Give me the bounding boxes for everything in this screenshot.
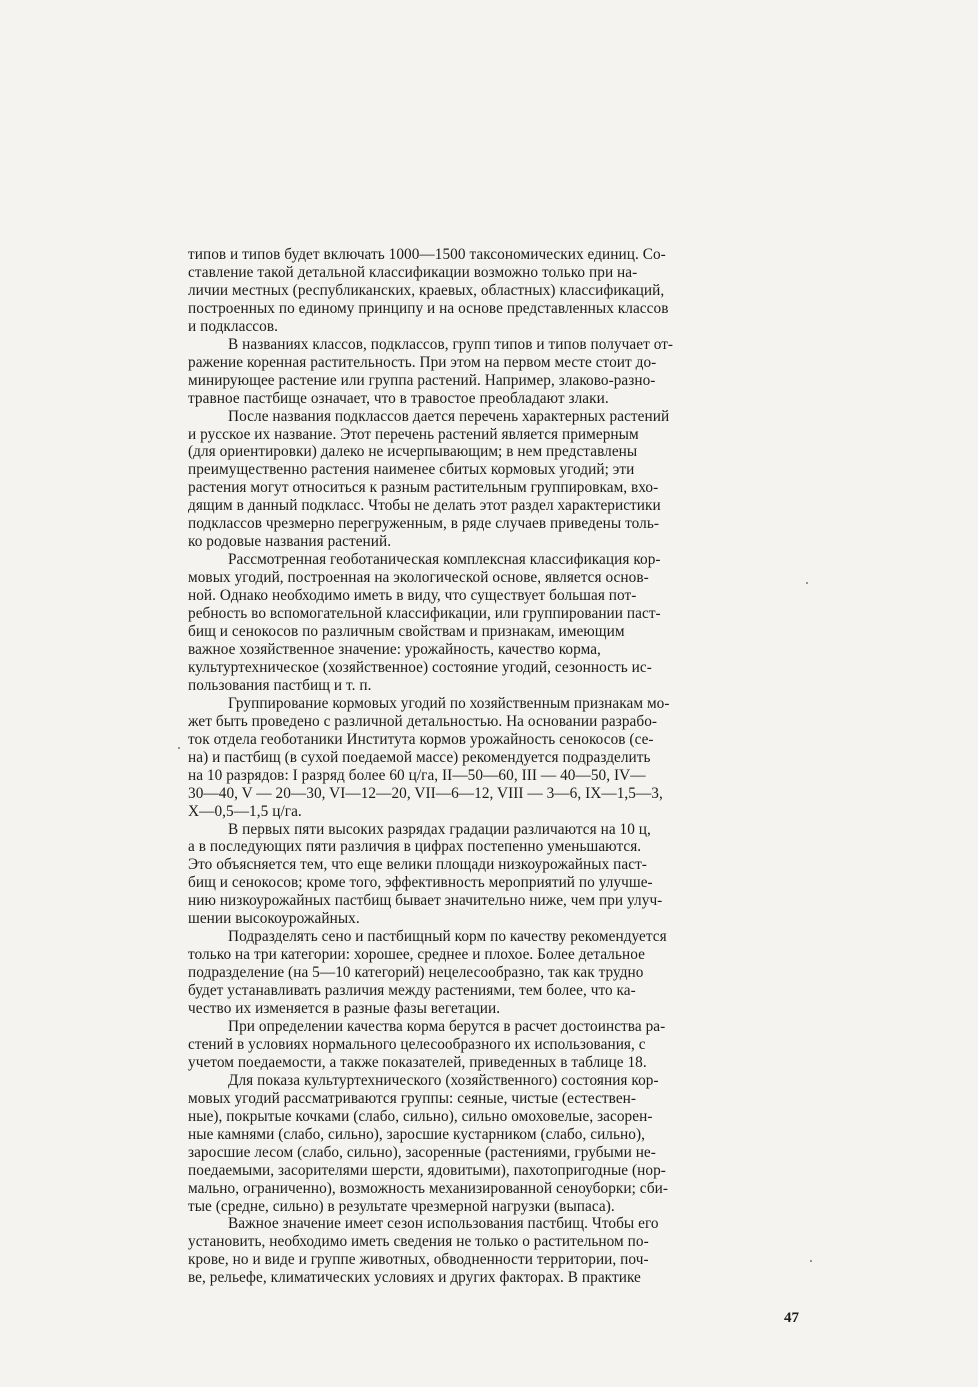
paragraph-4 (188, 551, 799, 695)
line: Рассмотренная геоботаническая комплексная классификация кор- (228, 551, 661, 569)
paragraph-1 (188, 246, 799, 336)
line: травное пастбище означает, что в травостое преобладают злаки. (188, 389, 609, 407)
line: только на три категории: хорошее, среднее и плохое. Более детальное (188, 946, 645, 964)
line: подразделение (на 5—10 категорий) нецелесообразно, так как трудно (188, 964, 644, 982)
line: и подклассов. (188, 317, 278, 335)
line: растения могут относиться к разным растительным группировкам, вхо- (188, 479, 659, 497)
line: ве, рельефе, климатических условиях и других факторах. В практике (188, 1269, 641, 1287)
paragraph-7 (188, 928, 799, 1018)
line: преимущественно растения наименее сбитых кормовых угодий; эти (188, 461, 635, 479)
line: 30—40, V — 20—30, VI—12—20, VII—6—12, VIII — 3—6, IX—1,5—3, (188, 784, 663, 802)
line: мовых угодий, построенная на экологической основе, является основ- (188, 569, 649, 587)
line: дящим в данный подкласс. Чтобы не делать этот раздел характеристики (188, 497, 661, 515)
line: жет быть проведено с различной детальностью. На основании разрабо- (188, 712, 658, 730)
line: установить, необходимо иметь сведения не только о растительном по- (188, 1233, 649, 1251)
line: нию низкоурожайных пастбищ бывает значительно ниже, чем при улуч- (188, 892, 663, 910)
line: крове, но и виде и группе животных, обводненности территории, поч- (188, 1251, 649, 1269)
line: бищ и сенокосов; кроме того, эффективность мероприятий по улучше- (188, 874, 653, 892)
paragraph-3 (188, 408, 799, 552)
line: В первых пяти высоких разрядах градации различаются на 10 ц, (228, 820, 651, 838)
line: ные камнями (слабо, сильно), заросшие кустарником (слабо, сильно), (188, 1125, 645, 1143)
line: стений в условиях нормального целесообразного их использования, с (188, 1035, 646, 1053)
line: минирующее растение или группа растений. Например, злаково-разно- (188, 371, 656, 389)
line: мально, ограниченно), возможность механизированной сеноуборки; сби- (188, 1179, 669, 1197)
scan-speck (810, 1260, 812, 1262)
line: После названия подклассов дается перечень характерных растений (228, 407, 670, 425)
line: шении высокоурожайных. (188, 910, 360, 928)
line: подклассов чрезмерно перегруженным, в ряде случаев приведены толь- (188, 515, 659, 533)
line: ток отдела геоботаники Института кормов урожайность сенокосов (се- (188, 730, 654, 748)
line: ражение коренная растительность. При этом на первом месте стоит до- (188, 353, 657, 371)
line: Для показа культуртехнического (хозяйственного) состояния кор- (228, 1071, 659, 1089)
line: (для ориентировки) далеко не исчерпывающим; в нем представлены (188, 443, 638, 461)
paragraph-8 (188, 1018, 799, 1072)
line: на 10 разрядов: I разряд более 60 ц/га, II—50—60, III — 40—50, IV— (188, 766, 646, 784)
line: Подразделять сено и пастбищный корм по качеству рекомендуется (228, 928, 667, 946)
line: и русское их название. Этот перечень растений является примерным (188, 425, 639, 443)
body-text (188, 246, 799, 1287)
line: Важное значение имеет сезон использования пастбищ. Чтобы его (228, 1215, 659, 1233)
page-number: 47 (784, 1310, 799, 1326)
scan-speck (178, 747, 180, 749)
line: ные), покрытые кочками (слабо, сильно), сильно омоховелые, засорен- (188, 1107, 653, 1125)
line: ставление такой детальной классификации возможно только при на- (188, 263, 638, 281)
line: тые (средне, сильно) в результате чрезмерной нагрузки (выпаса). (188, 1197, 615, 1215)
line: а в последующих пяти различия в цифрах постепенно уменьшаются. (188, 838, 642, 856)
line: важное хозяйственное значение: урожайность, качество корма, (188, 640, 601, 658)
paragraph-5 (188, 695, 799, 821)
line: поедаемыми, засорителями шерсти, ядовитыми), пахотопригодные (нор- (188, 1161, 666, 1179)
line: Это объясняется тем, что еще велики площади низкоурожайных паст- (188, 856, 647, 874)
line: будет устанавливать различия между растениями, тем более, что ка- (188, 982, 636, 1000)
paragraph-2 (188, 336, 799, 408)
line: бищ и сенокосов по различным свойствам и признакам, имеющим (188, 623, 625, 641)
line: построенных по единому принципу и на основе представленных классов (188, 299, 669, 317)
line: культуртехническое (хозяйственное) состояние угодий, сезонность ис- (188, 658, 652, 676)
paragraph-6 (188, 821, 799, 929)
paragraph-10 (188, 1215, 799, 1287)
line: При определении качества корма берутся в расчет достоинства ра- (228, 1017, 666, 1035)
line: Группирование кормовых угодий по хозяйственным признакам мо- (228, 694, 670, 712)
line: ко родовые названия растений. (188, 533, 392, 551)
line: ной. Однако необходимо иметь в виду, что существует большая пот- (188, 587, 637, 605)
line: X—0,5—1,5 ц/га. (188, 802, 302, 820)
line: учетом поедаемости, а также показателей, приведенных в таблице 18. (188, 1053, 647, 1071)
line: В названиях классов, подклассов, групп типов и типов получает от- (228, 335, 674, 353)
line: типов и типов будет включать 1000—1500 таксономических единиц. Со- (188, 246, 666, 263)
line: на) и пастбищ (в сухой поедаемой массе) рекомендуется подразделить (188, 748, 651, 766)
line: личии местных (республиканских, краевых, областных) классификаций, (188, 281, 665, 299)
line: мовых угодий рассматриваются группы: сеяные, чистые (естествен- (188, 1089, 637, 1107)
line: пользования пастбищ и т. п. (188, 676, 372, 694)
paragraph-9 (188, 1072, 799, 1216)
line: заросшие лесом (слабо, сильно), засоренные (растениями, грубыми не- (188, 1143, 656, 1161)
line: ребность во вспомогательной классификации, или группировании паст- (188, 605, 661, 623)
scan-speck (806, 582, 808, 584)
line: чество их изменяется в разные фазы вегетации. (188, 1000, 501, 1018)
